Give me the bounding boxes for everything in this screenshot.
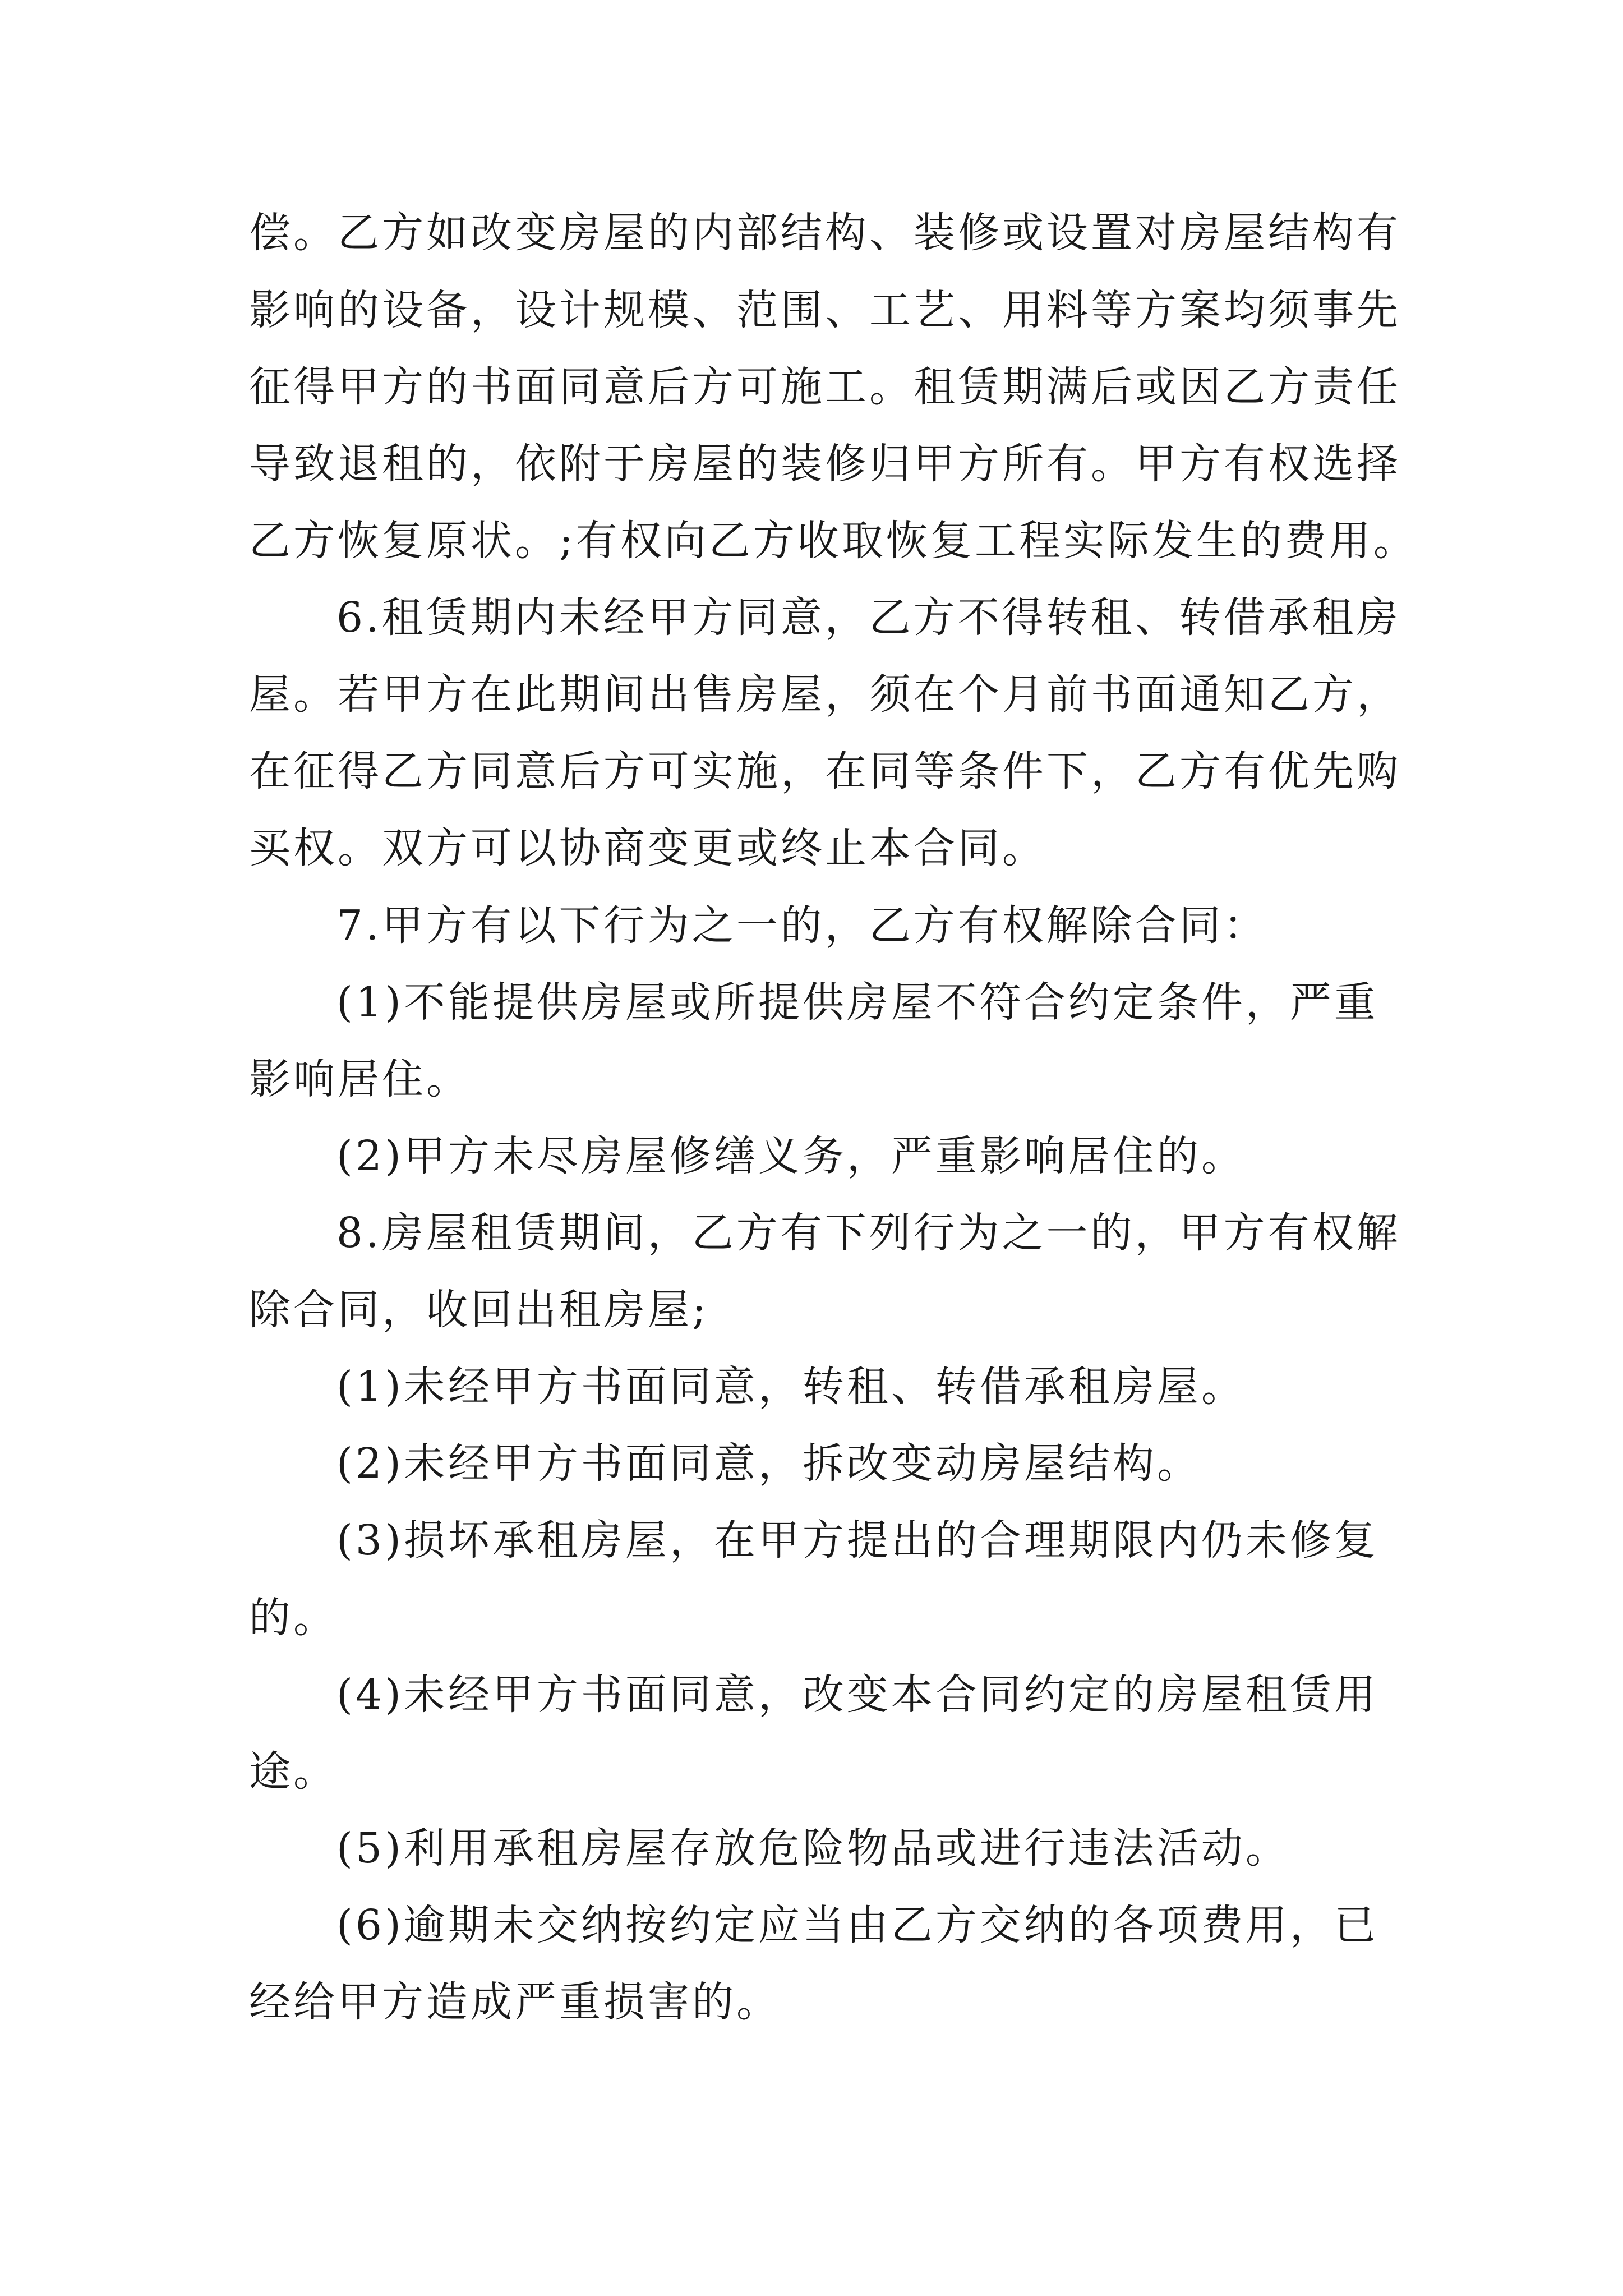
text-line: (4)未经甲方书面同意，改变本合同约定的房屋租赁用: [336, 1671, 1378, 1719]
text-line: 征得甲方的书面同意后方可施工。租赁期满后或因乙方责任: [249, 363, 1401, 411]
text-line: (3)损坏承租房屋，在甲方提出的合理期限内仍未修复: [336, 1516, 1378, 1565]
text-line: (1)不能提供房屋或所提供房屋不符合约定条件，严重: [336, 978, 1378, 1027]
text-line: 影响居住。: [249, 1055, 471, 1103]
text-line: 经给甲方造成严重损害的。: [249, 1978, 781, 2026]
text-line: 屋。若甲方在此期间出售房屋，须在个月前书面通知乙方，: [249, 670, 1401, 719]
text-line: 偿。乙方如改变房屋的内部结构、装修或设置对房屋结构有: [249, 209, 1401, 257]
text-line: 的。: [249, 1594, 338, 1642]
text-line: 途。: [249, 1747, 338, 1796]
text-line: (2)未经甲方书面同意，拆改变动房屋结构。: [336, 1439, 1201, 1488]
text-line: (6)逾期未交纳按约定应当由乙方交纳的各项费用，已: [336, 1901, 1378, 1949]
text-line: 影响的设备，设计规模、范围、工艺、用料等方案均须事先: [249, 286, 1401, 334]
text-line: (1)未经甲方书面同意，转租、转借承租房屋。: [336, 1363, 1246, 1411]
text-line: (2)甲方未尽房屋修缮义务，严重影响居住的。: [336, 1132, 1246, 1180]
text-line: 导致退租的，依附于房屋的装修归甲方所有。甲方有权选择: [249, 440, 1401, 488]
text-line: (5)利用承租房屋存放危险物品或进行违法活动。: [336, 1824, 1290, 1872]
text-line: 8.房屋租赁期间，乙方有下列行为之一的，甲方有权解: [336, 1209, 1401, 1257]
text-line: 除合同，收回出租房屋;: [249, 1286, 709, 1334]
text-line: 买权。双方可以协商变更或终止本合同。: [249, 824, 1046, 872]
text-line: 7.甲方有以下行为之一的，乙方有权解除合同：: [336, 901, 1268, 950]
text-line: 乙方恢复原状。;有权向乙方收取恢复工程实际发生的费用。: [249, 517, 1418, 565]
text-line: 6.租赁期内未经甲方同意，乙方不得转租、转借承租房: [336, 593, 1401, 642]
text-line: 在征得乙方同意后方可实施，在同等条件下，乙方有优先购: [249, 747, 1401, 795]
